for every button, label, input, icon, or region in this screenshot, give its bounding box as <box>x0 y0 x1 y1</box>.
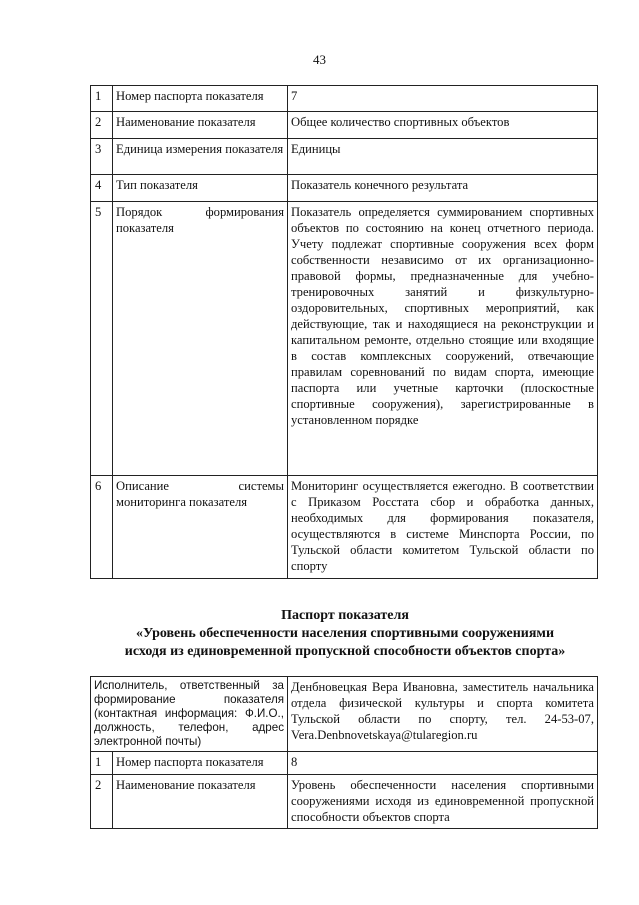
table-row <box>91 752 598 775</box>
table-row <box>91 86 598 112</box>
row-label: Наименование показателя <box>113 112 288 139</box>
row-number: 3 <box>91 139 113 175</box>
table-row <box>91 202 598 476</box>
row-label: Порядок формирования показателя <box>113 202 288 476</box>
indicator-passport-7-table <box>90 85 598 579</box>
row-number: 5 <box>91 202 113 476</box>
row-value: Единицы <box>288 139 598 175</box>
executor-row <box>91 677 598 752</box>
row-number: 1 <box>91 752 113 775</box>
row-number: 4 <box>91 175 113 202</box>
executor-label: Исполнитель, ответственный за формирование показателя (контактная информация: Ф.И.О., должность, телефон, адрес электронной почты) <box>91 677 288 752</box>
row-number: 1 <box>91 86 113 112</box>
row-value: 7 <box>288 86 598 112</box>
row-number: 2 <box>91 775 113 829</box>
passport-title <box>60 607 630 661</box>
row-value: 8 <box>288 752 598 775</box>
row-value: Мониторинг осуществляется ежегодно. В соответствии с Приказом Росстата сбор и обработка данных, необходимых для формирования показателя, осуществляются в системе Минспорта России, по Тульской области комитетом Тульской области по спорту <box>288 476 598 579</box>
row-value: Общее количество спортивных объектов <box>288 112 598 139</box>
row-label: Описание системы мониторинга показателя <box>113 476 288 579</box>
table-row <box>91 775 598 829</box>
passport-title-line: «Уровень обеспеченности населения спортивными сооружениями <box>135 626 555 641</box>
table-row <box>91 139 598 175</box>
row-value: Показатель конечного результата <box>288 175 598 202</box>
row-number: 2 <box>91 112 113 139</box>
table-row <box>91 112 598 139</box>
passport-title-line: исходя из единовременной пропускной способности объектов спорта» <box>124 644 566 659</box>
indicator-passport-8-table <box>90 676 598 829</box>
row-label: Номер паспорта показателя <box>113 752 288 775</box>
row-label: Тип показателя <box>113 175 288 202</box>
row-value: Уровень обеспеченности населения спортивными сооружениями исходя из единовременной пропускной способности объектов спорта <box>288 775 598 829</box>
executor-value: Денбновецкая Вера Ивановна, заместитель начальника отдела физической культуры и спорта комитета Тульской области по спорту, тел. 24-53-07, Vera.Denbnovetskaya@tularegion.ru <box>288 677 598 752</box>
row-label: Единица измерения показателя <box>113 139 288 175</box>
page-number: 43 <box>313 52 326 67</box>
row-label: Наименование показателя <box>113 775 288 829</box>
row-label: Номер паспорта показателя <box>113 86 288 112</box>
row-number: 6 <box>91 476 113 579</box>
table-row <box>91 476 598 579</box>
table-row <box>91 175 598 202</box>
passport-title-line: Паспорт показателя <box>281 608 409 623</box>
row-value: Показатель определяется суммированием спортивных объектов по состоянию на конец отчетного периода. Учету подлежат спортивные сооружения всех форм собственности независимо от их организационно-правовой формы, предназначенные для учебно-тренировочных занятий и физкультурно-оздоровительных, спортивных мероприятий, как действующие, так и находящиеся на реконструкции и капитальном ремонте, отдельно стоящие или входящие в состав комплексных сооружений, отвечающие правилам соревнований по видам спорта, имеющие паспорта или учетные карточки (плоскостные спортивные сооружения), зарегистрированные в установленном порядке <box>288 202 598 476</box>
